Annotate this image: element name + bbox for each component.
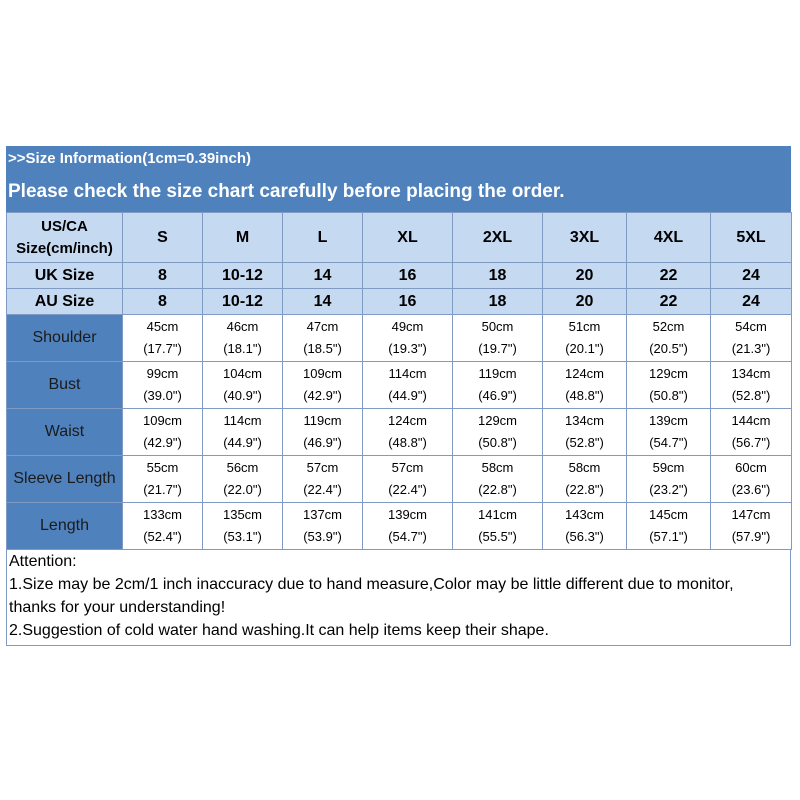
- cm-value: 54cm: [735, 319, 767, 334]
- inch-value: (18.1"): [223, 341, 262, 356]
- us-ca-header-cell: [7, 213, 123, 263]
- measurement-row: [7, 456, 792, 503]
- cm-value: 129cm: [477, 413, 518, 428]
- note-line-3: 2.Suggestion of cold water hand washing.It can help items keep their shape.: [9, 622, 549, 639]
- measurement-cell: [363, 409, 453, 456]
- inch-value: (39.0"): [143, 388, 182, 403]
- cm-value: 46cm: [226, 319, 259, 334]
- au-size-cell: 24: [711, 289, 792, 315]
- inch-value: (52.4"): [143, 529, 182, 544]
- inch-value: (44.9"): [223, 435, 262, 450]
- uk-size-label: UK Size: [7, 263, 123, 289]
- measurement-cell: [711, 315, 792, 362]
- measurement-cell: [711, 362, 792, 409]
- inch-value: (57.9"): [731, 529, 771, 544]
- au-size-cell: 18: [453, 289, 543, 315]
- measurement-label: Sleeve Length: [7, 456, 123, 503]
- inch-value: (19.7"): [478, 341, 517, 356]
- inch-value: (53.1"): [223, 529, 262, 544]
- inch-value: (52.8"): [565, 435, 604, 450]
- measurement-cell: [453, 409, 543, 456]
- uk-size-cell: 18: [453, 263, 543, 289]
- inch-value: (54.7"): [649, 435, 688, 450]
- inch-value: (53.9"): [303, 529, 342, 544]
- measurement-cell: [543, 456, 627, 503]
- cm-value: 104cm: [222, 366, 263, 381]
- uk-size-cell: 14: [283, 263, 363, 289]
- measurement-row: [7, 503, 792, 550]
- measurement-row: [7, 362, 792, 409]
- measurement-cell: [627, 362, 711, 409]
- inch-value: (44.9"): [388, 388, 427, 403]
- cm-value: 145cm: [648, 507, 689, 522]
- cm-value: 114cm: [388, 366, 427, 381]
- inch-value: (42.9"): [143, 435, 182, 450]
- size-table-body: [7, 213, 792, 550]
- inch-value: (22.8"): [478, 482, 517, 497]
- size-unit-label: Size(cm/inch): [16, 239, 113, 257]
- measurement-cell: [543, 362, 627, 409]
- size-header-cell: L: [283, 213, 363, 263]
- uk-size-cell: 16: [363, 263, 453, 289]
- cm-value: 114cm: [223, 413, 262, 428]
- measurement-label: Length: [7, 503, 123, 550]
- inch-value: (48.8"): [565, 388, 604, 403]
- cm-value: 50cm: [481, 319, 514, 334]
- inch-value: (48.8"): [388, 435, 427, 450]
- au-size-cell: 16: [363, 289, 453, 315]
- cm-value: 58cm: [481, 460, 514, 475]
- measurement-cell: [543, 315, 627, 362]
- uk-size-cell: 22: [627, 263, 711, 289]
- measurement-row: [7, 315, 792, 362]
- measurement-cell: [711, 456, 792, 503]
- cm-value: 47cm: [306, 319, 339, 334]
- uk-size-cell: 24: [711, 263, 792, 289]
- cm-value: 144cm: [731, 413, 771, 428]
- inch-value: (20.5"): [649, 341, 688, 356]
- au-size-cell: 8: [123, 289, 203, 315]
- cm-value: 51cm: [568, 319, 601, 334]
- size-header-cell: M: [203, 213, 283, 263]
- inch-value: (21.7"): [143, 482, 182, 497]
- measurement-cell: [627, 456, 711, 503]
- cm-value: 99cm: [146, 366, 179, 381]
- measurement-row: [7, 409, 792, 456]
- measurement-cell: [543, 409, 627, 456]
- measurement-label: Bust: [7, 362, 123, 409]
- inch-value: (57.1"): [649, 529, 688, 544]
- measurement-cell: [203, 362, 283, 409]
- size-header-cell: S: [123, 213, 203, 263]
- measurement-cell: [123, 409, 203, 456]
- cm-value: 135cm: [222, 507, 263, 522]
- size-table: [6, 212, 792, 550]
- measurement-cell: [363, 503, 453, 550]
- cm-value: 109cm: [142, 413, 183, 428]
- inch-value: (40.9"): [223, 388, 262, 403]
- measurement-cell: [123, 503, 203, 550]
- inch-value: (22.0"): [223, 482, 262, 497]
- inch-value: (50.8"): [478, 435, 517, 450]
- inch-value: (52.8"): [731, 388, 771, 403]
- cm-value: 109cm: [302, 366, 343, 381]
- cm-value: 119cm: [478, 366, 517, 381]
- uk-size-cell: 20: [543, 263, 627, 289]
- inch-value: (22.4"): [388, 482, 427, 497]
- measurement-cell: [711, 409, 792, 456]
- inch-value: (56.3"): [565, 529, 604, 544]
- cm-value: 60cm: [735, 460, 767, 475]
- note-line-1: 1.Size may be 2cm/1 inch inaccuracy due to hand measure,Color may be little different due to monitor,: [9, 576, 734, 593]
- uk-size-cell: 10-12: [203, 263, 283, 289]
- measurement-cell: [543, 503, 627, 550]
- size-header-cell: 5XL: [711, 213, 792, 263]
- inch-value: (17.7"): [143, 341, 182, 356]
- inch-value: (50.8"): [649, 388, 688, 403]
- measurement-cell: [453, 456, 543, 503]
- cm-value: 147cm: [731, 507, 771, 522]
- cm-value: 124cm: [564, 366, 605, 381]
- size-header-cell: 2XL: [453, 213, 543, 263]
- us-ca-size-row: [7, 213, 792, 263]
- cm-value: 57cm: [306, 460, 339, 475]
- measurement-cell: [123, 362, 203, 409]
- inch-value: (23.2"): [649, 482, 688, 497]
- cm-value: 49cm: [391, 319, 424, 334]
- measurement-cell: [363, 315, 453, 362]
- note-line-2: thanks for your understanding!: [9, 599, 226, 616]
- size-header-cell: 3XL: [543, 213, 627, 263]
- inch-value: (20.1"): [565, 341, 604, 356]
- cm-value: 55cm: [146, 460, 179, 475]
- cm-value: 58cm: [568, 460, 601, 475]
- inch-value: (46.9"): [303, 435, 342, 450]
- cm-value: 133cm: [142, 507, 183, 522]
- inch-value: (46.9"): [478, 388, 517, 403]
- measurement-cell: [627, 409, 711, 456]
- measurement-cell: [453, 503, 543, 550]
- us-ca-label: US/CA: [41, 217, 88, 235]
- au-size-cell: 10-12: [203, 289, 283, 315]
- cm-value: 56cm: [226, 460, 259, 475]
- uk-size-row: [7, 263, 792, 289]
- measurement-cell: [711, 503, 792, 550]
- measurement-cell: [203, 315, 283, 362]
- cm-value: 139cm: [648, 413, 689, 428]
- measurement-cell: [283, 503, 363, 550]
- attention-notes: [6, 550, 791, 646]
- size-info-title: >>Size Information(1cm=0.39inch): [8, 150, 251, 167]
- cm-value: 124cm: [387, 413, 428, 428]
- inch-value: (42.9"): [303, 388, 342, 403]
- size-header-cell: XL: [363, 213, 453, 263]
- cm-value: 57cm: [391, 460, 424, 475]
- measurement-cell: [283, 456, 363, 503]
- size-header-cell: 4XL: [627, 213, 711, 263]
- cm-value: 119cm: [303, 413, 342, 428]
- measurement-cell: [627, 503, 711, 550]
- measurement-cell: [283, 409, 363, 456]
- cm-value: 134cm: [564, 413, 605, 428]
- au-size-cell: 20: [543, 289, 627, 315]
- measurement-cell: [123, 456, 203, 503]
- measurement-cell: [203, 503, 283, 550]
- measurement-cell: [363, 456, 453, 503]
- uk-size-cell: 8: [123, 263, 203, 289]
- size-info-banner: [6, 146, 791, 212]
- measurement-cell: [203, 409, 283, 456]
- cm-value: 143cm: [564, 507, 605, 522]
- inch-value: (54.7"): [388, 529, 427, 544]
- measurement-cell: [453, 315, 543, 362]
- au-size-label: AU Size: [7, 289, 123, 315]
- measurement-label: Waist: [7, 409, 123, 456]
- inch-value: (19.3"): [388, 341, 427, 356]
- measurement-cell: [363, 362, 453, 409]
- inch-value: (55.5"): [478, 529, 517, 544]
- measurement-cell: [283, 315, 363, 362]
- cm-value: 134cm: [731, 366, 771, 381]
- cm-value: 59cm: [652, 460, 685, 475]
- inch-value: (23.6"): [731, 482, 771, 497]
- inch-value: (21.3"): [731, 341, 771, 356]
- cm-value: 139cm: [387, 507, 428, 522]
- measurement-cell: [453, 362, 543, 409]
- measurement-cell: [203, 456, 283, 503]
- check-size-heading: Please check the size chart carefully before placing the order.: [8, 181, 565, 202]
- inch-value: (22.8"): [565, 482, 604, 497]
- measurement-cell: [283, 362, 363, 409]
- attention-label: Attention:: [9, 553, 77, 570]
- au-size-cell: 14: [283, 289, 363, 315]
- measurement-label: Shoulder: [7, 315, 123, 362]
- cm-value: 45cm: [146, 319, 179, 334]
- size-chart: [6, 146, 791, 646]
- cm-value: 129cm: [648, 366, 689, 381]
- inch-value: (22.4"): [303, 482, 342, 497]
- cm-value: 141cm: [477, 507, 518, 522]
- measurement-cell: [123, 315, 203, 362]
- inch-value: (56.7"): [731, 435, 771, 450]
- inch-value: (18.5"): [303, 341, 342, 356]
- cm-value: 137cm: [302, 507, 343, 522]
- measurement-cell: [627, 315, 711, 362]
- cm-value: 52cm: [652, 319, 685, 334]
- au-size-cell: 22: [627, 289, 711, 315]
- au-size-row: [7, 289, 792, 315]
